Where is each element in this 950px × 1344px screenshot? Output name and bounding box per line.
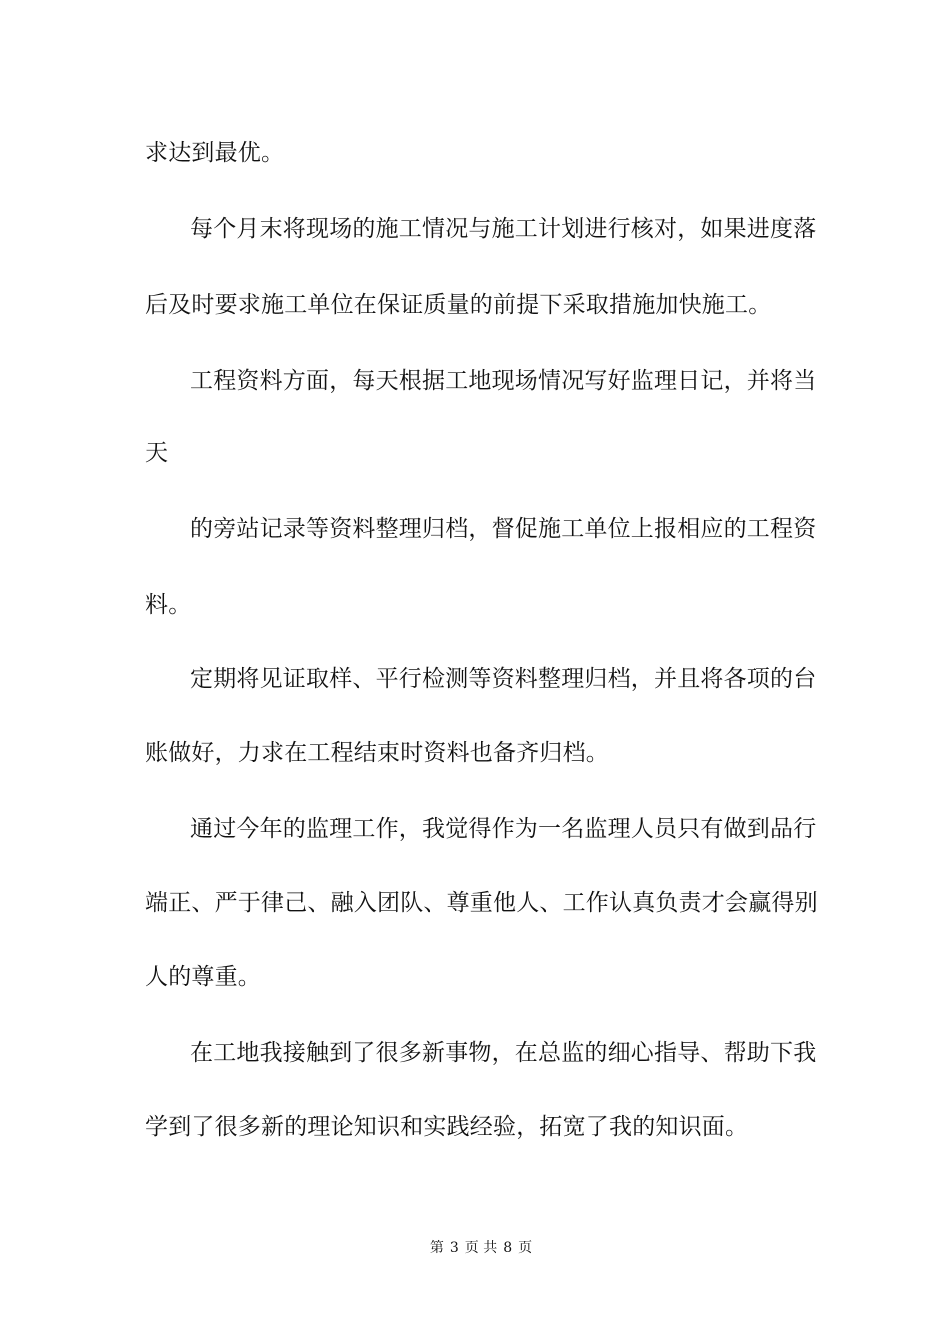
paragraph-line: 端正、严于律己、融入团队、尊重他人、工作认真负责才会赢得别: [145, 890, 818, 916]
paragraph-line: 的旁站记录等资料整理归档，督促施工单位上报相应的工程资: [190, 516, 817, 542]
paragraph-line: 通过今年的监理工作，我觉得作为一名监理人员只有做到品行: [190, 816, 817, 842]
paragraph-line: 学到了很多新的理论知识和实践经验，拓宽了我的知识面。: [145, 1114, 749, 1140]
footer-suffix: 页: [518, 1240, 533, 1256]
paragraph-line: 求达到最优。: [145, 140, 285, 166]
footer-total-pages: 8: [503, 1240, 513, 1256]
paragraph-line: 人的尊重。: [145, 964, 261, 990]
paragraph-line: 工程资料方面，每天根据工地现场情况写好监理日记，并将当: [190, 368, 817, 394]
paragraph-line: 每个月末将现场的施工情况与施工计划进行核对，如果进度落: [190, 216, 817, 242]
page-footer: [0, 1238, 950, 1258]
paragraph-line: 料。: [145, 592, 192, 618]
footer-prefix: 第: [429, 1240, 444, 1256]
paragraph-line: 在工地我接触到了很多新事物，在总监的细心指导、帮助下我: [190, 1040, 817, 1066]
paragraph-line: 账做好，力求在工程结束时资料也备齐归档。: [145, 740, 609, 766]
paragraph-line: 后及时要求施工单位在保证质量的前提下采取措施加快施工。: [145, 292, 772, 318]
paragraph-line: 定期将见证取样、平行检测等资料整理归档，并且将各项的台: [190, 666, 817, 692]
footer-page-number: 3: [449, 1240, 459, 1256]
paragraph-line: 天: [145, 440, 169, 466]
footer-middle: 页 共: [464, 1240, 498, 1256]
